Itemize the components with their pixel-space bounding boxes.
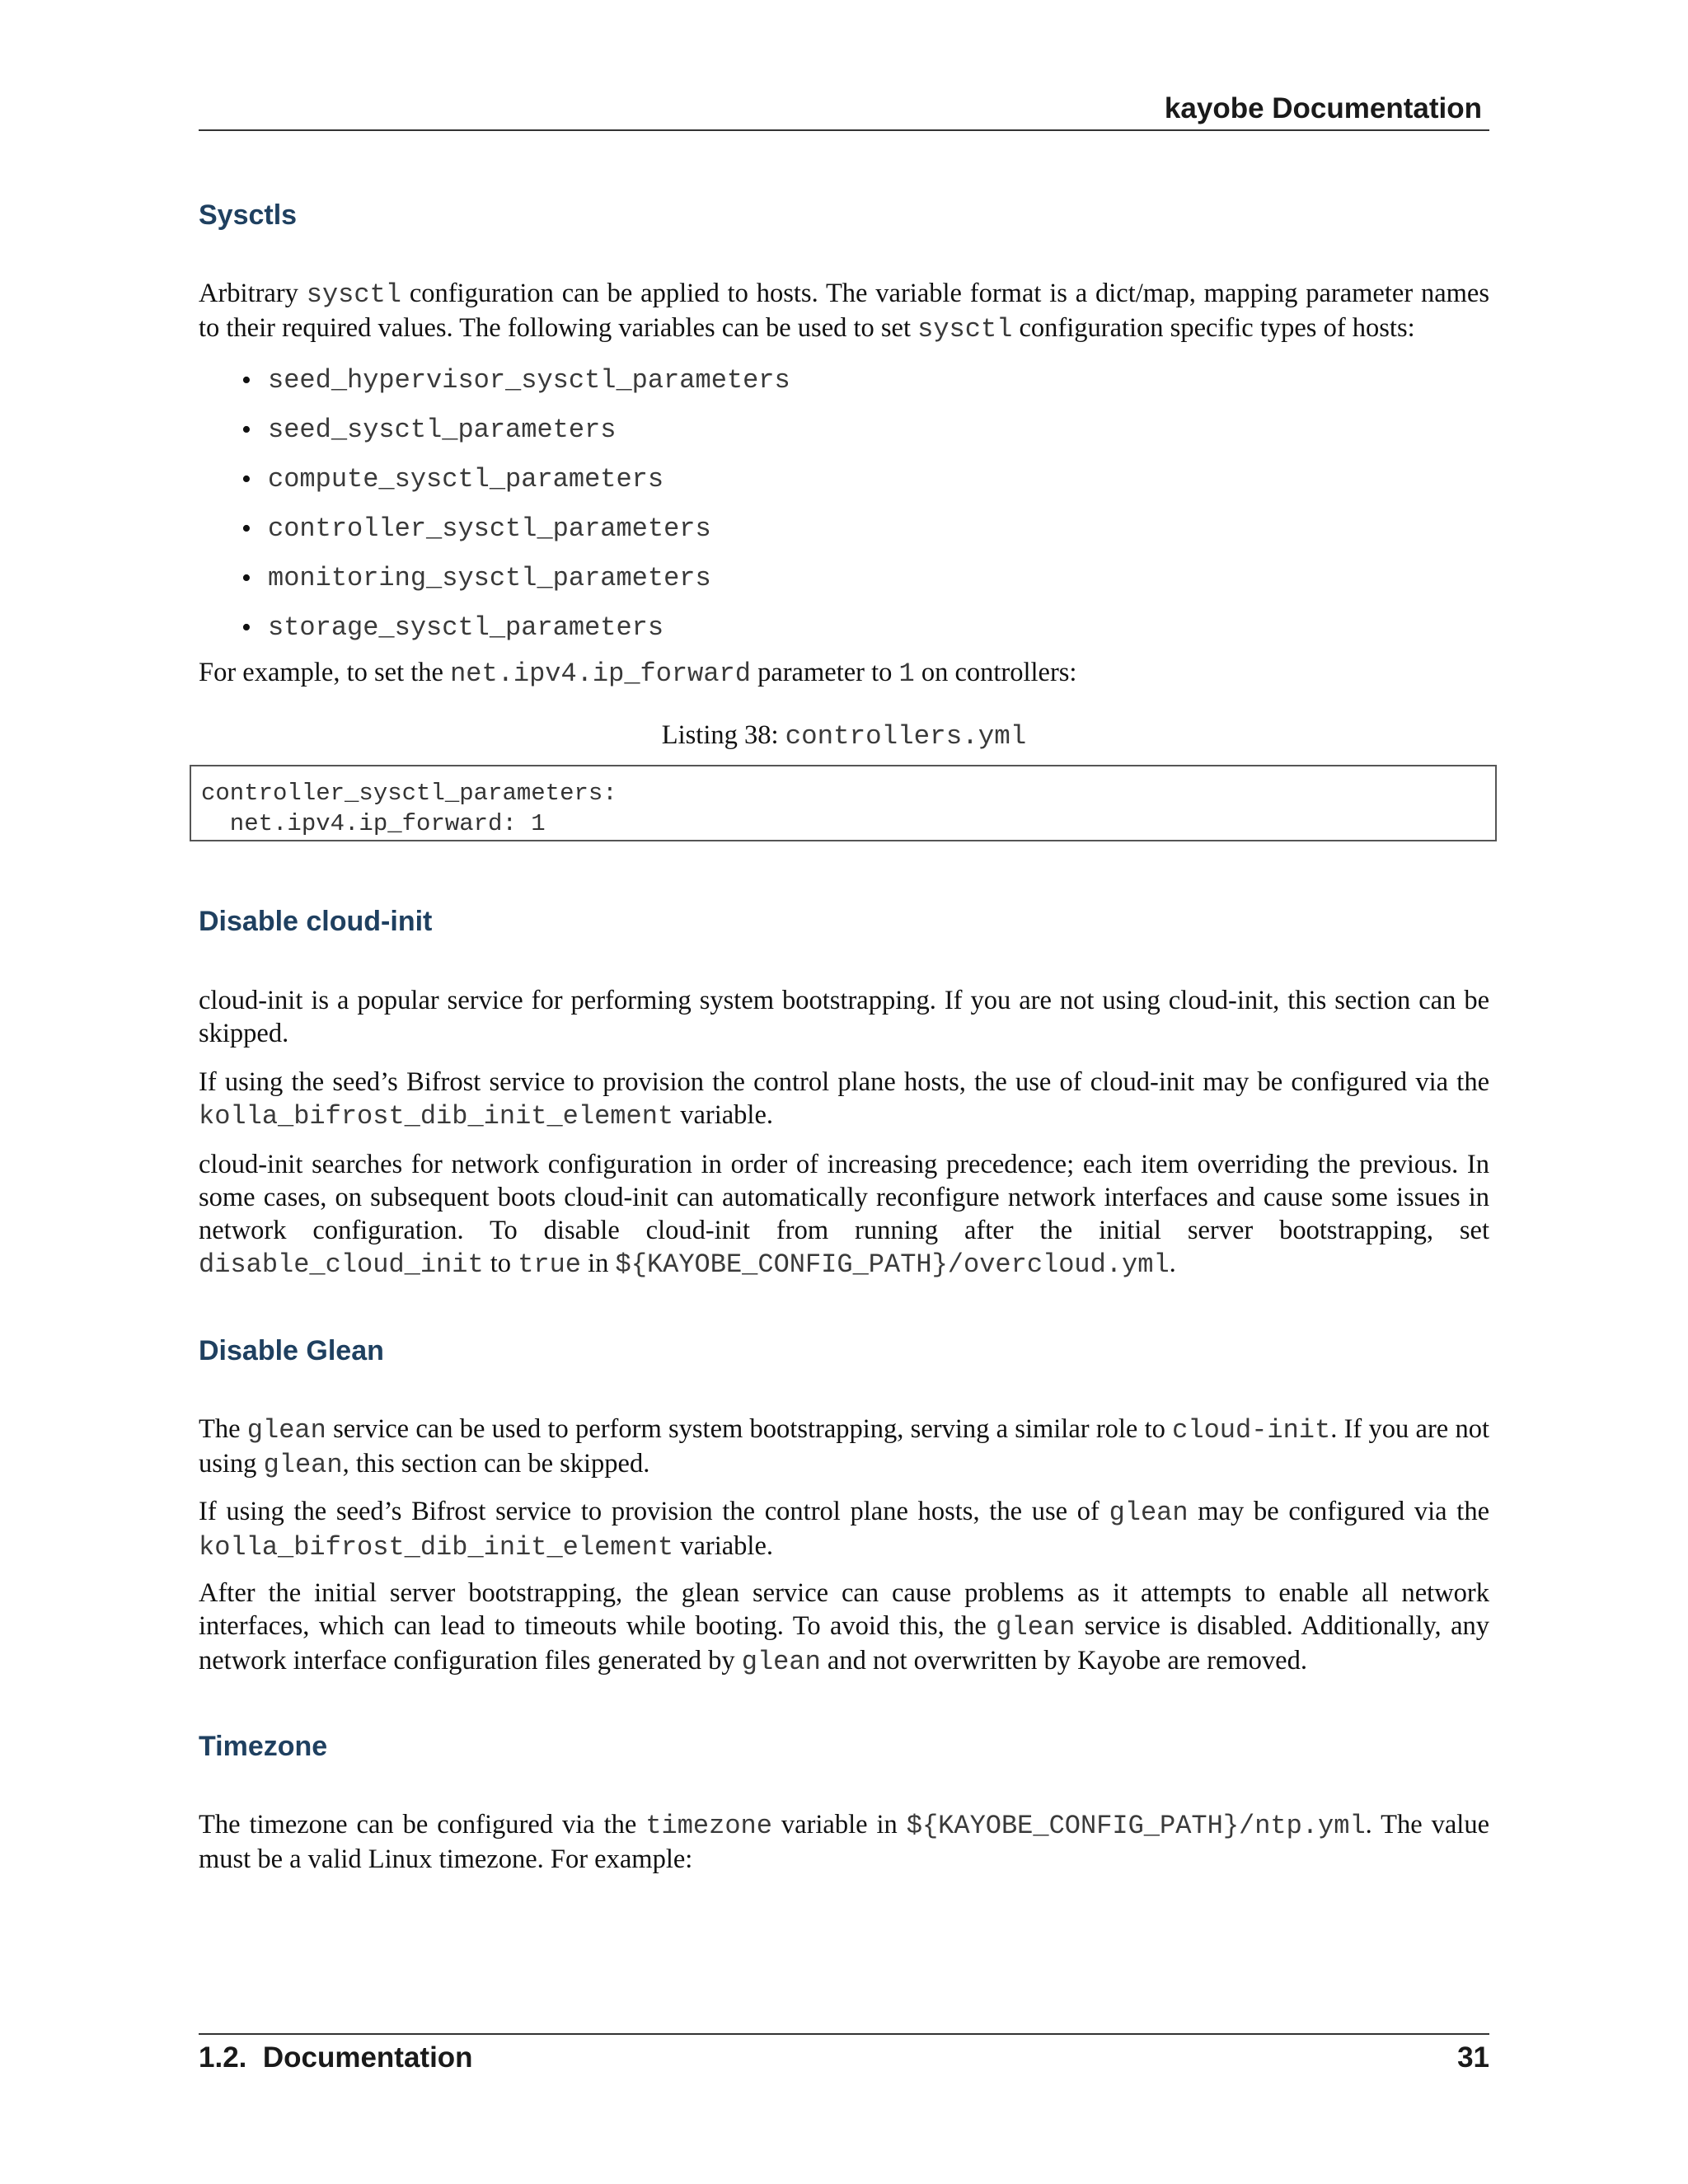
list-item: • seed_hypervisor_sysctl_parameters	[199, 356, 790, 405]
inline-code: sysctl	[917, 314, 1013, 344]
sysctls-example-paragraph: For example, to set the net.ipv4.ip_forward parameter to 1 on controllers:	[199, 658, 1077, 689]
inline-code: kolla_bifrost_dib_init_element	[199, 1532, 674, 1563]
glean-paragraph-2: If using the seed’s Bifrost service to provision the control plane hosts, the use of glean may be configured via the kolla_bifrost_dib_init_element variable.	[199, 1497, 1489, 1563]
inline-code: ${KAYOBE_CONFIG_PATH}/ntp.yml	[906, 1811, 1366, 1841]
list-item: • controller_sysctl_parameters	[199, 504, 790, 554]
code-content: controller_sysctl_parameters: net.ipv4.ip_forward: 1	[201, 780, 617, 837]
code-block	[190, 765, 1497, 841]
inline-code: timezone	[645, 1811, 772, 1841]
inline-code: glean	[246, 1415, 326, 1446]
inline-code: glean	[263, 1450, 343, 1480]
inline-code: cloud-init	[1172, 1415, 1331, 1446]
cloud-init-paragraph-1: cloud-init is a popular service for performing system bootstrapping. If you are not using cloud-init, this section can be skipped.	[199, 986, 1489, 1048]
inline-code: 1	[898, 658, 915, 689]
inline-code: ${KAYOBE_CONFIG_PATH}/overcloud.yml	[615, 1249, 1170, 1280]
list-item: • monitoring_sysctl_parameters	[199, 554, 790, 603]
header-rule	[199, 129, 1489, 131]
glean-paragraph-1: The glean service can be used to perform system bootstrapping, serving a similar role to cloud-init. If you are not using glean, this section can be skipped.	[199, 1414, 1489, 1480]
inline-code: glean	[741, 1647, 821, 1677]
list-item: • compute_sysctl_parameters	[199, 455, 790, 504]
list-item: • storage_sysctl_parameters	[199, 603, 790, 653]
inline-code: glean	[996, 1612, 1076, 1643]
inline-code: net.ipv4.ip_forward	[450, 658, 751, 689]
page-number: 31	[1457, 2041, 1489, 2074]
timezone-paragraph: The timezone can be configured via the timezone variable in ${KAYOBE_CONFIG_PATH}/ntp.yml. The value must be a valid Linux timezone. For example:	[199, 1810, 1489, 1874]
inline-code: kolla_bifrost_dib_init_element	[199, 1101, 674, 1132]
section-heading-disable-glean: Disable Glean	[199, 1335, 384, 1366]
listing-caption: Listing 38: controllers.yml	[661, 720, 1027, 752]
inline-code: glean	[1109, 1497, 1189, 1528]
footer-section-title: 1.2. Documentation	[199, 2041, 473, 2074]
inline-code: disable_cloud_init	[199, 1249, 484, 1280]
inline-code: true	[518, 1249, 581, 1280]
cloud-init-paragraph-3: cloud-init searches for network configuration in order of increasing precedence; each item overriding the previous. In some cases, on subsequent boots cloud-init can automatically reconfigure network interfaces and cause some issues in network configuration. To disable cloud-init from running after the initial server bootstrapping, set disable_cloud_init to true in ${KAYOBE_CONFIG_PATH}/overcloud.yml.	[199, 1150, 1489, 1280]
sysctl-variable-list	[199, 356, 790, 653]
glean-paragraph-3: After the initial server bootstrapping, the glean service can cause problems as it attempts to enable all network interfaces, which can lead to timeouts while booting. To avoid this, the glean service is disabled. Additionally, any network interface configuration files generated by glean and not overwritten by Kayobe are removed.	[199, 1578, 1489, 1677]
sysctls-intro-paragraph: Arbitrary sysctl configuration can be applied to hosts. The variable format is a dict/map, mapping parameter names to their required values. The following variables can be used to set sysctl configuration specific types of hosts:	[199, 279, 1489, 344]
section-heading-disable-cloud-init: Disable cloud-init	[199, 906, 433, 937]
listing-filename: controllers.yml	[785, 721, 1027, 752]
section-heading-sysctls: Sysctls	[199, 199, 298, 231]
running-header-title: kayobe Documentation	[1164, 92, 1482, 124]
list-item: • seed_sysctl_parameters	[199, 405, 790, 455]
inline-code: sysctl	[306, 279, 401, 310]
footer-rule	[199, 2033, 1489, 2035]
cloud-init-paragraph-2: If using the seed’s Bifrost service to provision the control plane hosts, the use of cloud-init may be configured via the kolla_bifrost_dib_init_element variable.	[199, 1067, 1489, 1132]
section-heading-timezone: Timezone	[199, 1731, 328, 1762]
